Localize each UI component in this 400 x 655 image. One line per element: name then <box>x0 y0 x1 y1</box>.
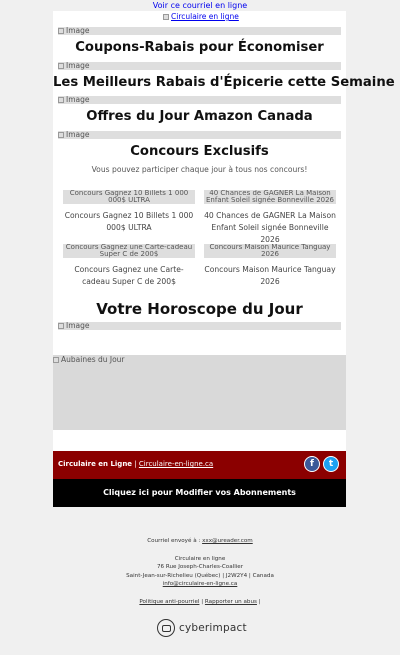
cyberimpact-logo[interactable] <box>157 619 247 637</box>
image-alt: Image <box>58 95 90 104</box>
broken-image-icon <box>58 132 64 138</box>
image-placeholder <box>58 131 341 139</box>
contact-email-link[interactable]: info@circulaire-en-ligne.ca <box>162 581 238 587</box>
contest-image[interactable]: Concours Gagnez une Carte-cadeau Super C de 200$ <box>63 244 195 258</box>
view-online-bar <box>0 0 400 11</box>
footer-brand-bar <box>53 451 346 479</box>
image-alt: Image <box>58 26 90 35</box>
facebook-icon[interactable]: f <box>304 456 320 472</box>
image-alt: Image <box>58 321 90 330</box>
section-title-horoscope: Votre Horoscope du Jour <box>96 300 303 318</box>
report-abuse-link[interactable]: Rapporter un abus <box>204 599 257 605</box>
twitter-icon[interactable]: t <box>323 456 339 472</box>
image-alt: Image <box>58 61 90 70</box>
broken-image-icon <box>58 97 64 103</box>
address-line-2: Saint-Jean-sur-Richelieu (Québec) | J2W2Y4 | Canada <box>126 573 274 579</box>
recipient-email[interactable]: xxx@ureader.com <box>202 538 253 544</box>
email-card <box>53 11 395 451</box>
legal-links: Politique anti-pourriel | Rapporter un abus | <box>139 599 261 605</box>
contest-caption[interactable]: Concours Maison Maurice Tanguay 2026 <box>204 265 336 286</box>
contest-caption[interactable]: Concours Gagnez 10 Billets 1 000 000$ ULTRA <box>64 211 194 232</box>
view-online-link[interactable]: Voir ce courriel en ligne <box>152 1 248 10</box>
broken-image-icon <box>58 28 64 34</box>
sent-to-line: Courriel envoyé à : xxx@ureader.com <box>147 538 253 544</box>
section-title-epicerie: Les Meilleurs Rabais d'Épicerie cette Semaine <box>53 75 395 90</box>
image-placeholder <box>58 27 341 35</box>
contest-caption[interactable]: 40 Chances de GAGNER La Maison Enfant Soleil signée Bonneville 2026 <box>204 211 336 244</box>
section-title-coupons: Coupons-Rabais pour Économiser <box>75 40 324 55</box>
contest-image[interactable]: 40 Chances de GAGNER La Maison Enfant Soleil signée Bonneville 2026 <box>206 190 335 204</box>
image-placeholder <box>58 62 341 70</box>
address-line-1: 76 Rue Joseph-Charles-Coallier <box>156 564 244 570</box>
broken-image-icon <box>53 357 59 363</box>
contest-card[interactable] <box>204 244 336 288</box>
image-placeholder <box>58 96 341 104</box>
header-logo[interactable]: Circulaire en ligne <box>163 12 239 21</box>
manage-subscriptions-button[interactable]: Cliquez ici pour Modifier vos Abonnements <box>53 479 346 507</box>
contest-card[interactable] <box>204 190 336 246</box>
contest-image[interactable]: Concours Gagnez 10 Billets 1 000 000$ ULTRA <box>63 190 195 204</box>
aubaines-banner[interactable] <box>53 355 346 430</box>
contest-caption[interactable]: Concours Gagnez une Carte-cadeau Super C de 200$ <box>74 265 184 286</box>
broken-image-icon <box>163 14 169 20</box>
section-title-concours: Concours Exclusifs <box>130 144 269 159</box>
concours-subtitle: Vous pouvez participer chaque jour à tous nos concours! <box>91 165 308 174</box>
footer-brand: Circulaire en Ligne | Circulaire-en-ligne.ca <box>58 460 214 468</box>
anti-spam-policy-link[interactable]: Politique anti-pourriel <box>139 599 200 605</box>
footer-site-link[interactable]: Circulaire-en-ligne.ca <box>138 460 214 468</box>
broken-image-icon <box>58 63 64 69</box>
image-placeholder[interactable] <box>58 322 341 330</box>
contest-image[interactable]: Concours Maison Maurice Tanguay 2026 <box>204 244 336 258</box>
org-name: Circulaire en ligne <box>174 556 226 562</box>
image-alt: Image <box>58 130 90 139</box>
aubaines-alt: Aubaines du Jour <box>53 355 125 364</box>
cyberimpact-icon <box>157 619 175 637</box>
broken-image-icon <box>58 323 64 329</box>
contest-card[interactable] <box>63 190 195 234</box>
section-title-amazon: Offres du Jour Amazon Canada <box>86 109 313 124</box>
cyberimpact-wordmark: cyberimpact <box>179 622 247 634</box>
contest-card[interactable] <box>63 244 195 288</box>
